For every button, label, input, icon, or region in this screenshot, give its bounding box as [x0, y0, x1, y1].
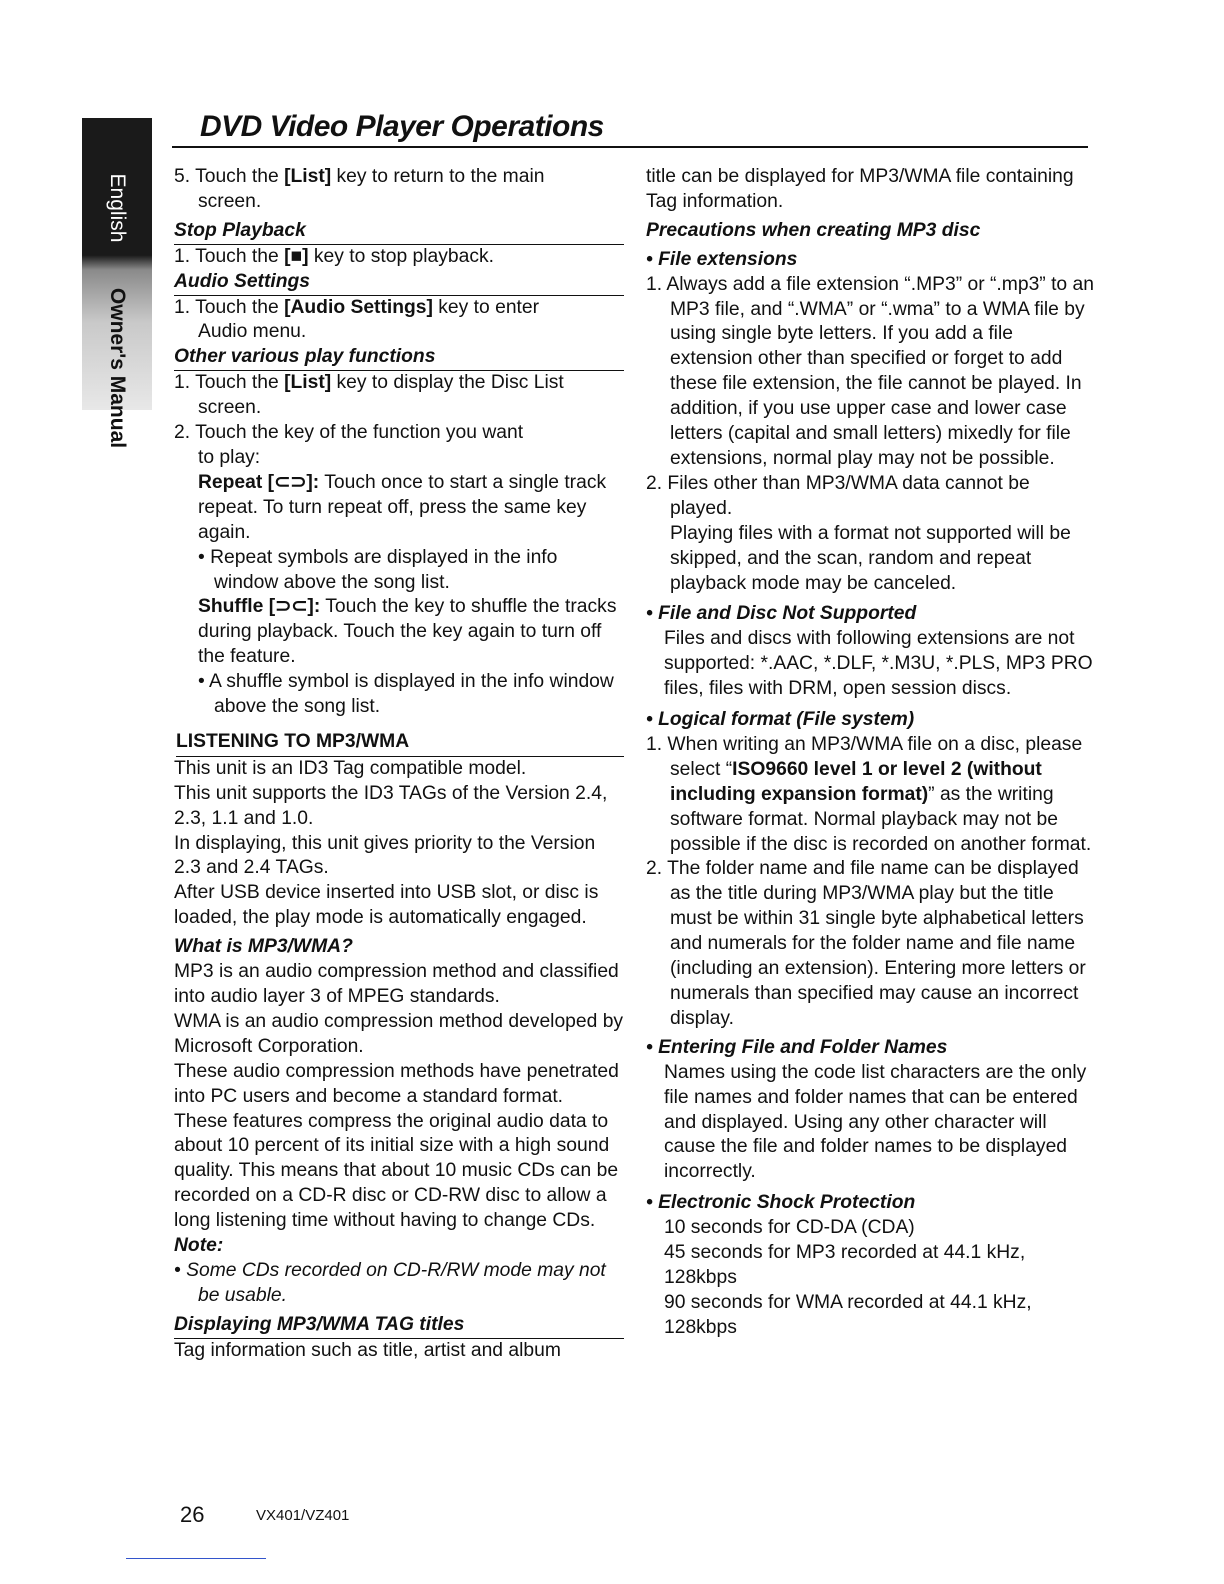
shock-line-2: 45 seconds for MP3 recorded at 44.1 kHz, 128kbps: [664, 1242, 1026, 1288]
shuffle-bullet: • A shuffle symbol is displayed in the info window above the song list.: [198, 671, 614, 718]
extension-rule-2-cont: Playing files with a format not supported will be skipped, and the scan, random and repeat playback mode may be canceled.: [670, 522, 1071, 594]
heading-shock-protection: • Electronic Shock Protection: [646, 1192, 916, 1214]
heading-what-is-mp3: What is MP3/WMA?: [174, 936, 353, 958]
extension-rule-1: 1. Always add a file extension “.MP3” or “.mp3” to an MP3 file, and “.WMA” or “.wma” to a WMA file by using single byte letters. If you add a file extension other than specified or forget to add these file extension, the file cannot be played. In addition, if you use upper case and lower case letters (capital and small letters) mixedly for file extensions, normal play may not be possible.: [646, 273, 1094, 469]
heading-not-supported: • File and Disc Not Supported: [646, 603, 917, 625]
step-audio: 1. Touch the [Audio Settings] key to enter: [174, 296, 540, 318]
what-para-1: MP3 is an audio compression method and classified into audio layer 3 of MPEG standards.: [174, 961, 619, 1007]
repeat-description: Repeat [⊂⊃]: Touch once to start a single track repeat. To turn repeat off, press the same key again.: [198, 471, 607, 543]
entering-names-text: Names using the code list characters are the only file names and folder names that can be entered and displayed. Using any other character will cause the file and folder names to be displayed incorrectly.: [664, 1061, 1087, 1183]
page-title: DVD Video Player Operations: [200, 110, 604, 143]
bottom-rule: [126, 1558, 266, 1559]
step-other-1-cont: screen.: [198, 397, 262, 419]
step-return-main: 5. Touch the [List] key to return to the main: [174, 166, 545, 187]
heading-note: Note:: [174, 1235, 224, 1257]
shuffle-label: Shuffle [⊃⊂]:: [198, 596, 321, 618]
listening-para-2: This unit supports the ID3 TAGs of the Version 2.4, 2.3, 1.1 and 1.0.: [174, 782, 608, 829]
note-bullet: • Some CDs recorded on CD-R/RW mode may not be usable.: [174, 1259, 606, 1306]
page-number: 26: [180, 1502, 205, 1527]
step-return-main-cont: screen.: [198, 190, 262, 212]
logical-rule-1: 1. When writing an MP3/WMA file on a disc, please select “ISO9660 level 1 or level 2 (without including expansion format)” as the writing software format. Normal playback may not be possible if the disc is recorded on another format.: [646, 733, 1092, 855]
repeat-bullet: • Repeat symbols are displayed in the info window above the song list.: [198, 546, 558, 593]
shock-line-3: 90 seconds for WMA recorded at 44.1 kHz, 128kbps: [664, 1291, 1032, 1338]
extension-rule-2: 2. Files other than MP3/WMA data cannot be played.: [646, 472, 1030, 519]
step-stop: 1. Touch the [■] key to stop playback.: [174, 245, 494, 267]
step-other-1: 1. Touch the [List] key to display the Disc List: [174, 372, 564, 394]
listening-para-3: In displaying, this unit gives priority to the Version 2.3 and 2.4 TAGs.: [174, 832, 596, 879]
heading-tag-titles: Displaying MP3/WMA TAG titles: [174, 1313, 624, 1339]
side-tab: [82, 118, 152, 449]
shuffle-description: Shuffle [⊃⊂]: Touch the key to shuffle the tracks during playback. Touch the key again to turn off the feature.: [198, 596, 617, 668]
right-column: [646, 165, 1096, 1341]
side-tab-manual: Owner's Manual: [106, 287, 129, 449]
heading-stop-playback: Stop Playback: [174, 219, 624, 245]
step-other-2: 2. Touch the key of the function you want: [174, 422, 524, 444]
what-para-3: These audio compression methods have penetrated into PC users and become a standard format.: [174, 1060, 619, 1107]
heading-logical-format: • Logical format (File system): [646, 709, 915, 731]
listening-para-1: This unit is an ID3 Tag compatible model.: [174, 757, 527, 779]
side-tab-language: English: [106, 173, 129, 243]
logical-rule-2: 2. The folder name and file name can be displayed as the title during MP3/WMA play but the title must be within 31 single byte alphabetical letters and numerals for the folder name and file name (including an extension). Entering more letters or numerals than specified may cause an incorrect display.: [646, 858, 1086, 1029]
tag-para: Tag information such as title, artist and album: [174, 1339, 561, 1361]
heading-audio-settings: Audio Settings: [174, 270, 624, 296]
what-para-4: These features compress the original audio data to about 10 percent of its initial size with a high sound quality. This means that about 10 music CDs can be recorded on a CD-R disc or CD-RW disc to allow a long listening time without having to change CDs.: [174, 1110, 619, 1232]
not-supported-text: Files and discs with following extensions are not supported: *.AAC, *.DLF, *.M3U, *.PLS, MP3 PRO files, files with DRM, open session discs.: [664, 628, 1093, 700]
step-audio-cont: Audio menu.: [198, 321, 307, 343]
left-column: [174, 165, 624, 1364]
heading-file-extensions: • File extensions: [646, 248, 798, 270]
title-rule: [172, 146, 1088, 148]
heading-precautions: Precautions when creating MP3 disc: [646, 219, 981, 241]
repeat-label: Repeat [⊂⊃]:: [198, 471, 320, 493]
heading-listening-mp3-wma: LISTENING TO MP3/WMA: [176, 730, 624, 757]
step-other-2-cont: to play:: [198, 446, 261, 468]
shock-line-1: 10 seconds for CD-DA (CDA): [664, 1217, 915, 1239]
listening-para-4: After USB device inserted into USB slot, or disc is loaded, the play mode is automatically engaged.: [174, 882, 599, 929]
tag-para-cont: title can be displayed for MP3/WMA file containing Tag information.: [646, 166, 1074, 212]
heading-other-functions: Other various play functions: [174, 345, 624, 371]
what-para-2: WMA is an audio compression method developed by Microsoft Corporation.: [174, 1010, 624, 1057]
heading-entering-names: • Entering File and Folder Names: [646, 1036, 948, 1058]
model-number: VX401/VZ401: [256, 1507, 350, 1524]
